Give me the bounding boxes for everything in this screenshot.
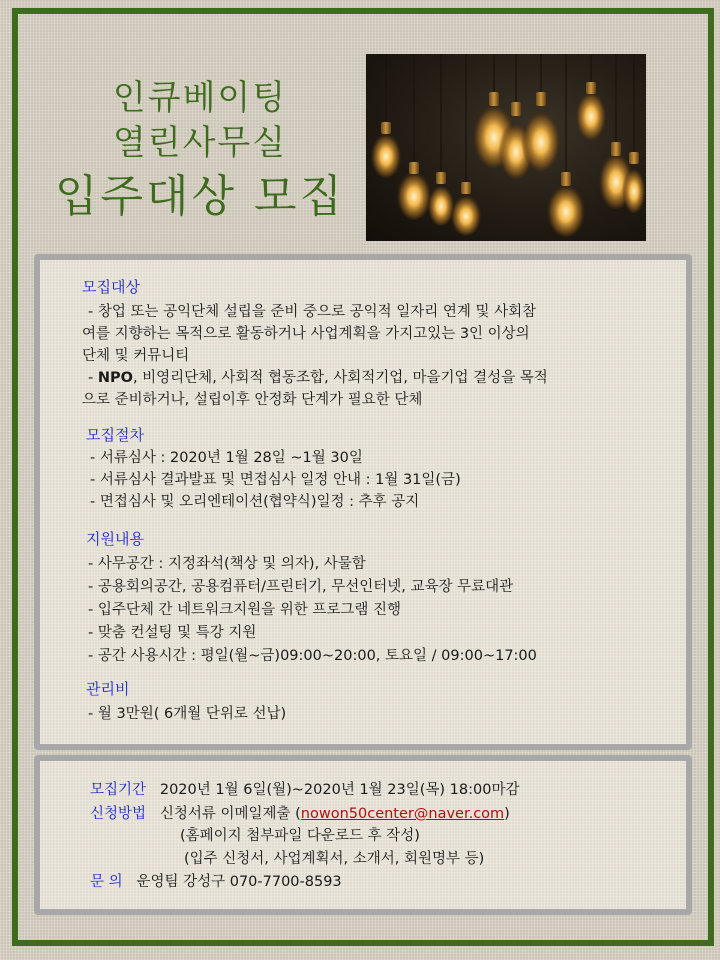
support-line3: - 입주단체 간 네트워크지원을 위한 프로그램 진행: [88, 602, 402, 618]
contact-row: [90, 870, 342, 891]
method-line3: (입주 신청서, 사업계획서, 소개서, 회원명부 등): [184, 851, 485, 867]
recruit-process-heading: 모집절차: [86, 426, 144, 444]
method-value: 신청서류 이메일제출 (: [159, 806, 301, 822]
method-close: ): [504, 806, 510, 822]
support-line1: - 사무공간 : 지정좌석(책상 및 의자), 사물함: [88, 556, 366, 572]
title-line3: 입주대상 모집: [54, 171, 345, 222]
fee-heading: 관리비: [86, 680, 130, 698]
recruit-target-heading: 모집대상: [82, 278, 140, 296]
method-row: [90, 802, 510, 823]
recruit-process-line2: - 서류심사 결과발표 및 면접심사 일정 안내 : 1월 31일(금): [90, 472, 461, 488]
recruit-target-line5: 으로 준비하거나, 설립이후 안정화 단계가 필요한 단체: [82, 392, 423, 408]
recruit-target-line4-rest: , 비영리단체, 사회적 협동조합, 사회적기업, 마을기업 결성을 목적: [132, 370, 548, 386]
recruit-target-line1: - 창업 또는 공익단체 설립을 준비 중으로 공익적 일자리 연계 및 사회참: [88, 304, 537, 320]
support-line5: - 공간 사용시간 : 평일(월~금)09:00~20:00, 토요일 / 09:00~17:00: [88, 648, 537, 664]
period-value: 2020년 1월 6일(월)~2020년 1월 23일(목) 18:00마감: [159, 782, 520, 798]
period-row: [90, 778, 519, 799]
period-label: 모집기간: [90, 782, 147, 798]
light-bulbs-icon: [366, 54, 646, 241]
method-label: 신청방법: [90, 806, 147, 822]
light-bulbs-photo: [366, 54, 646, 241]
recruit-process-line3: - 면접심사 및 오리엔테이션(협약식)일정 : 추후 공지: [90, 494, 420, 510]
recruit-target-line4: - NPO, 비영리단체, 사회적 협동조합, 사회적기업, 마을기업 결성을 목적: [88, 370, 548, 386]
title-line1: 인큐베이팅: [112, 78, 288, 118]
recruit-target-line2: 여를 지향하는 목적으로 활동하거나 사업계획을 가지고있는 3인 이상의: [82, 326, 530, 342]
support-line2: - 공용회의공간, 공용컴퓨터/프린터기, 무선인터넷, 교육장 무료대관: [88, 579, 514, 595]
title-line2: 열린사무실: [112, 123, 288, 163]
support-line4: - 맞춤 컨설팅 및 특강 지원: [88, 625, 257, 641]
npo-text: NPO: [97, 370, 133, 386]
email-link[interactable]: nowon50center@naver.com: [300, 806, 505, 822]
recruit-process-line1: - 서류심사 : 2020년 1월 28일 ~1월 30일: [90, 450, 363, 466]
contact-label: 문 의: [90, 874, 123, 890]
recruit-target-line3: 단체 및 커뮤니티: [82, 348, 190, 364]
support-heading: 지원내용: [86, 530, 144, 548]
contact-value: 운영팀 강성구 070-7700-8593: [136, 874, 342, 890]
fee-line1: - 월 3만원( 6개월 단위로 선납): [88, 706, 287, 722]
method-line2: (홈페이지 첨부파일 다운로드 후 작성): [180, 828, 420, 844]
